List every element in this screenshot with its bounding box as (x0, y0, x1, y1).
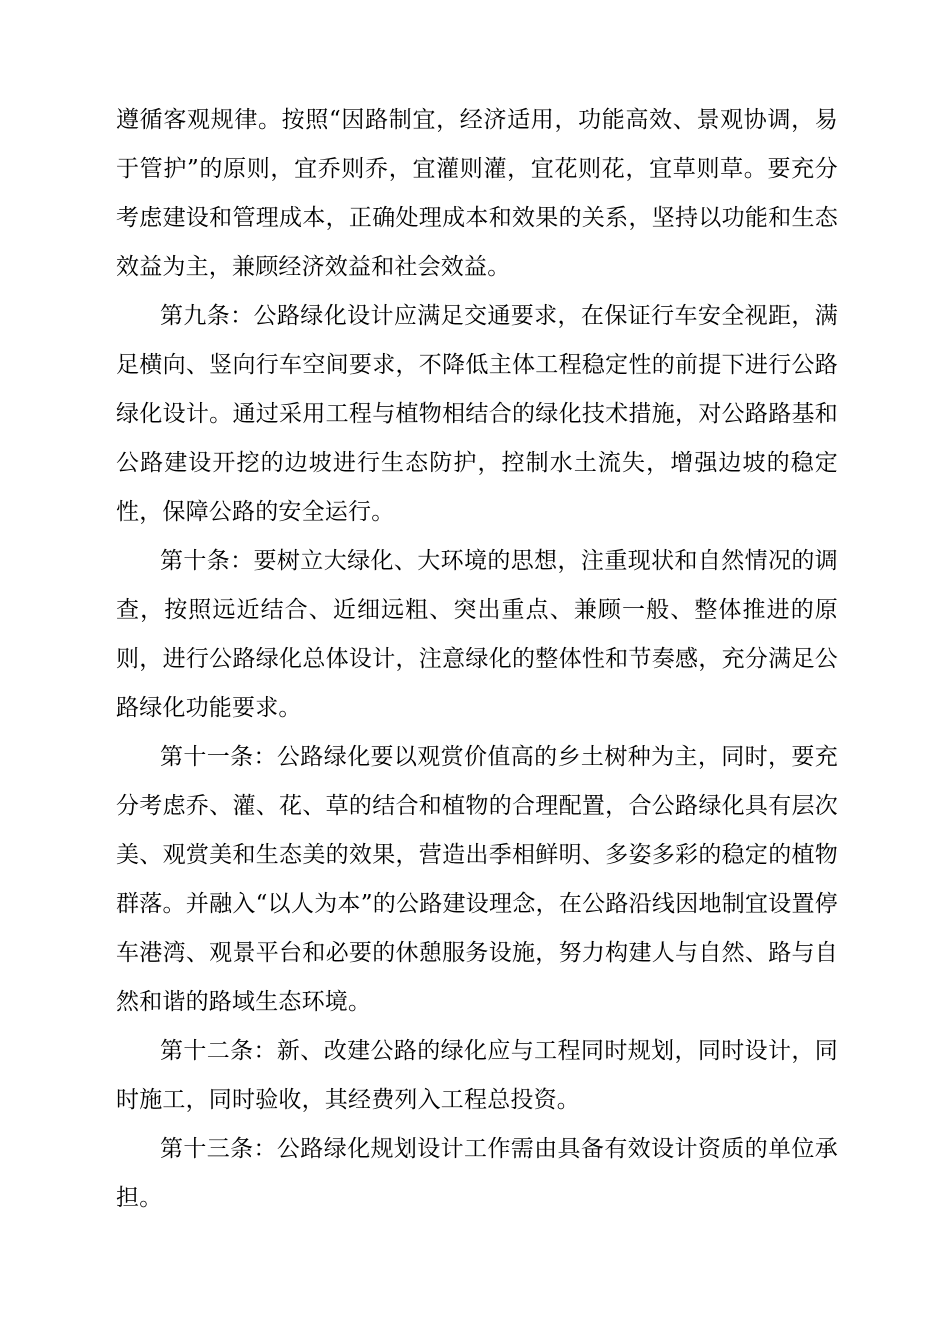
document-page (116, 96, 838, 1223)
paragraph-principles: 遵循客观规律。按照“因路制宜，经济适用，功能高效、景观协调，易于管护”的原则，宜乔则乔，宜灌则灌，宜花则花，宜草则草。要充分考虑建设和管理成本，正确处理成本和效果的关系，坚持以功能和生态效益为主，兼顾经济效益和社会效益。 (116, 107, 838, 280)
paragraph-article-12: 第十二条：新、改建公路的绿化应与工程同时规划，同时设计，同时施工，同时验收，其经费列入工程总投资。 (116, 1038, 838, 1113)
paragraph-article-9: 第九条：公路绿化设计应满足交通要求，在保证行车安全视距，满足横向、竖向行车空间要求，不降低主体工程稳定性的前提下进行公路绿化设计。通过采用工程与植物相结合的绿化技术措施，对公路路基和公路建设开挖的边坡进行生态防护，控制水土流失，增强边坡的稳定性，保障公路的安全运行。 (116, 303, 838, 525)
paragraph-article-13: 第十三条：公路绿化规划设计工作需由具备有效设计资质的单位承担。 (116, 1136, 838, 1211)
paragraph-article-11: 第十一条：公路绿化要以观赏价值高的乡土树种为主，同时，要充分考虑乔、灌、花、草的结合和植物的合理配置，合公路绿化具有层次美、观赏美和生态美的效果，营造出季相鲜明、多姿多彩的稳定的植物群落。并融入“以人为本”的公路建设理念，在公路沿线因地制宜设置停车港湾、观景平台和必要的休憩服务设施，努力构建人与自然、路与自然和谐的路域生态环境。 (116, 744, 838, 1015)
paragraph-article-10: 第十条：要树立大绿化、大环境的思想，注重现状和自然情况的调查，按照远近结合、近细远粗、突出重点、兼顾一般、整体推进的原则，进行公路绿化总体设计，注意绿化的整体性和节奏感，充分满足公路绿化功能要求。 (116, 548, 838, 721)
